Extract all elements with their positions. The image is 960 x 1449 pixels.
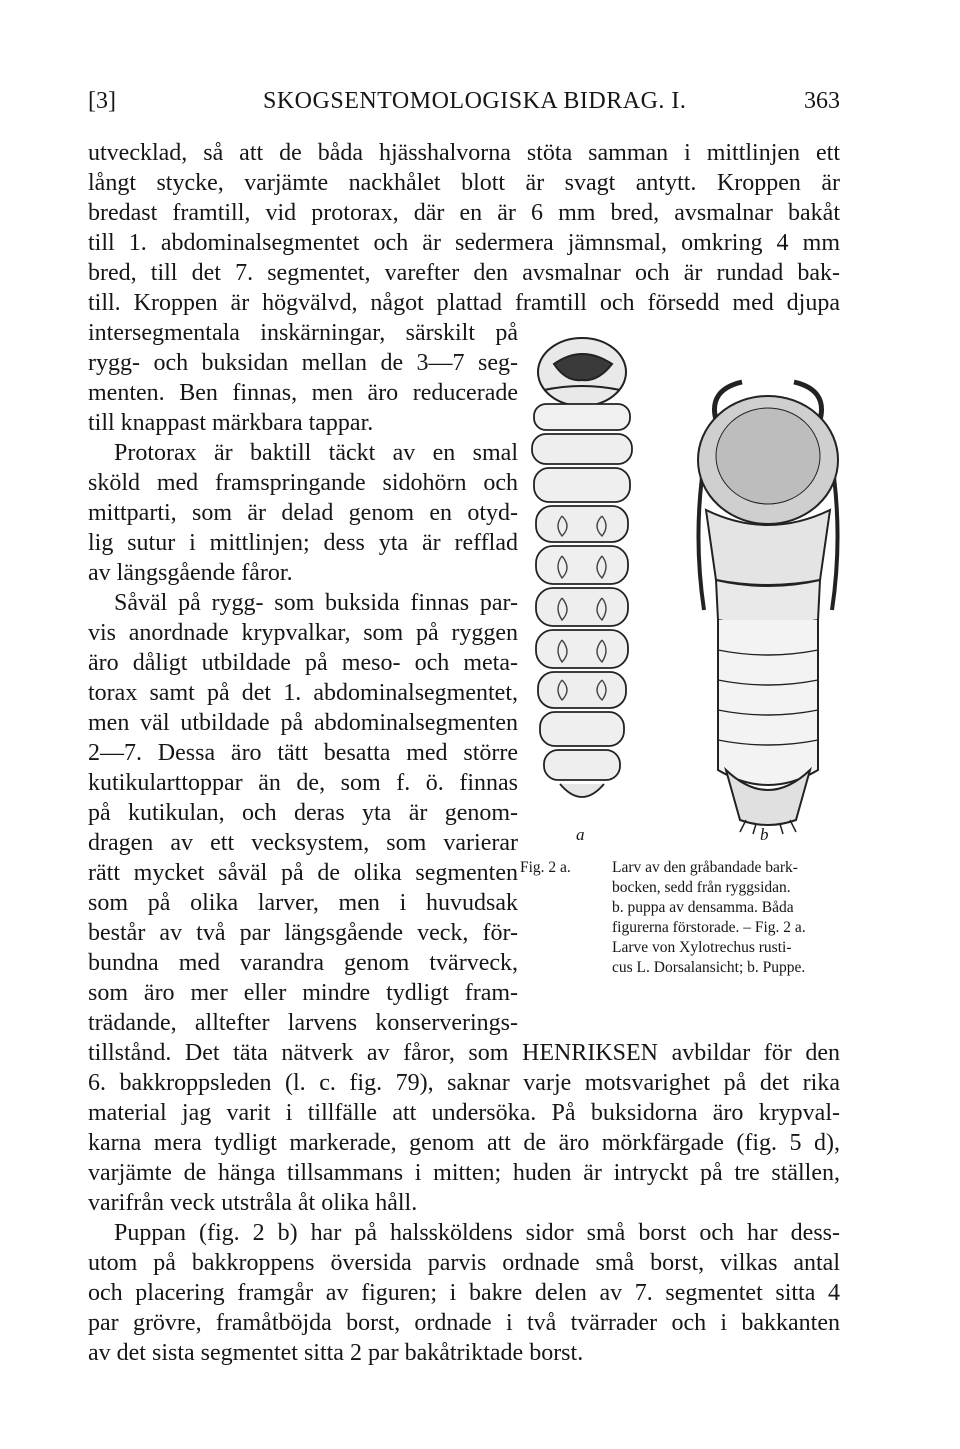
body-line: bundna med varandra genom tvärveck, <box>88 950 518 976</box>
caption-body <box>612 858 842 978</box>
page-number: 363 <box>804 88 840 114</box>
body-line: av längsgående fåror. <box>88 560 293 586</box>
body-line: men väl utbildade på abdominalsegmenten <box>88 710 518 736</box>
caption-line: Larve von Xylotrechus rusti- <box>612 939 792 956</box>
body-line: Puppan (fig. 2 b) har på halssköldens sidor små borst och har dess- <box>114 1220 840 1246</box>
body-line: mittparti, som är delad genom en otyd- <box>88 500 518 526</box>
body-line: består av två par längsgående veck, för- <box>88 920 518 946</box>
caption-line: bocken, sedd från ryggsidan. <box>612 879 791 896</box>
body-line: tillstånd. Det täta nätverk av fåror, som HENRIKSEN avbildar för den <box>88 1040 840 1066</box>
body-line: till 1. abdominalsegmentet och är sedermera jämnsmal, omkring 4 mm <box>88 230 840 256</box>
body-line: bred, till det 7. segmentet, varefter den avsmalnar och är rundad bak- <box>88 260 840 286</box>
body-line: bredast framtill, vid protorax, där en är 6 mm bred, avsmalnar bakåt <box>88 200 840 226</box>
body-line: par grövre, framåtböjda borst, ordnade i två tvärrader och i bakkanten <box>88 1310 840 1336</box>
pupa-drawing <box>698 382 838 834</box>
body-line: 6. bakkroppsleden (l. c. fig. 79), saknar varje motsvarighet på det rika <box>88 1070 840 1096</box>
body-line: vis anordnade krypvalkar, som på ryggen <box>88 620 518 646</box>
body-line: material jag varit i tillfälle att undersöka. På buksidorna äro krypval- <box>88 1100 840 1126</box>
figure-label-b: b <box>760 825 769 844</box>
body-line: kutikularttoppar än de, som f. ö. finnas <box>88 770 518 796</box>
body-line: 2—7. Dessa äro tätt besatta med större <box>88 740 518 766</box>
body-line: dragen av ett vecksystem, som varierar <box>88 830 518 856</box>
caption-line: figurerna förstorade. – Fig. 2 a. <box>612 919 806 936</box>
body-line: lig sutur i mittlinjen; dess yta är refflad <box>88 530 518 556</box>
body-line: trädande, alltefter larvens konserverings- <box>88 1010 518 1036</box>
body-line: och placering framgår av figuren; i bakre delen av 7. segmentet sitta 4 <box>88 1280 840 1306</box>
figure-label-a: a <box>576 825 585 844</box>
body-line: Såväl på rygg- som buksida finnas par- <box>114 590 518 616</box>
body-line: menten. Ben finnas, men äro reducerade <box>88 380 518 406</box>
body-line: av det sista segmentet sitta 2 par bakåtriktade borst. <box>88 1340 584 1366</box>
larva-pupa-illustration <box>520 330 850 850</box>
body-line: Protorax är baktill täckt av en smal <box>114 440 518 466</box>
caption-line: b. puppa av densamma. Båda <box>612 899 794 916</box>
caption-line: Larv av den gråbandade bark- <box>612 859 798 876</box>
running-title: SKOGSENTOMOLOGISKA BIDRAG. I. <box>263 88 687 114</box>
caption-line: cus L. Dorsalansicht; b. Puppe. <box>612 959 806 976</box>
body-line: på kutikulan, och deras yta är genom- <box>88 800 518 826</box>
body-line: som på olika larver, men i huvudsak <box>88 890 518 916</box>
body-line: karna mera tydligt markerade, genom att de äro mörkfärgade (fig. 5 d), <box>88 1130 840 1156</box>
body-line: sköld med framspringande sidohörn och <box>88 470 518 496</box>
body-line: till. Kroppen är högvälvd, något plattad framtill och försedd med djupa <box>88 290 840 316</box>
body-line: äro dåligt utbildade på meso- och meta- <box>88 650 518 676</box>
larva-drawing <box>532 338 632 797</box>
caption-figure-number: Fig. 2 a. <box>520 859 571 876</box>
figure-2 <box>520 330 850 850</box>
body-line: rygg- och buksidan mellan de 3—7 seg- <box>88 350 518 376</box>
body-line: varjämte de hänga tillsammans i mitten; huden är intryckt på tre ställen, <box>88 1160 840 1186</box>
body-line: som äro mer eller mindre tydligt fram- <box>88 980 518 1006</box>
body-line: varifrån veck utstråla åt olika håll. <box>88 1190 418 1216</box>
header-bracket-number: [3] <box>88 88 116 114</box>
body-line: till knappast märkbara tappar. <box>88 410 374 436</box>
body-line: utom på bakkroppens översida parvis ordnade små borst, vilkas antal <box>88 1250 840 1276</box>
body-line: långt stycke, varjämte nackhålet blott är svagt antytt. Kroppen är <box>88 170 840 196</box>
body-line: torax samt på det 1. abdominalsegmentet, <box>88 680 518 706</box>
body-line: utvecklad, så att de båda hjässhalvorna stöta samman i mittlinjen ett <box>88 140 840 166</box>
page-header <box>88 88 840 124</box>
body-line: rätt mycket såväl på de olika segmenten <box>88 860 518 886</box>
body-line: intersegmentala inskärningar, särskilt på <box>88 320 518 346</box>
